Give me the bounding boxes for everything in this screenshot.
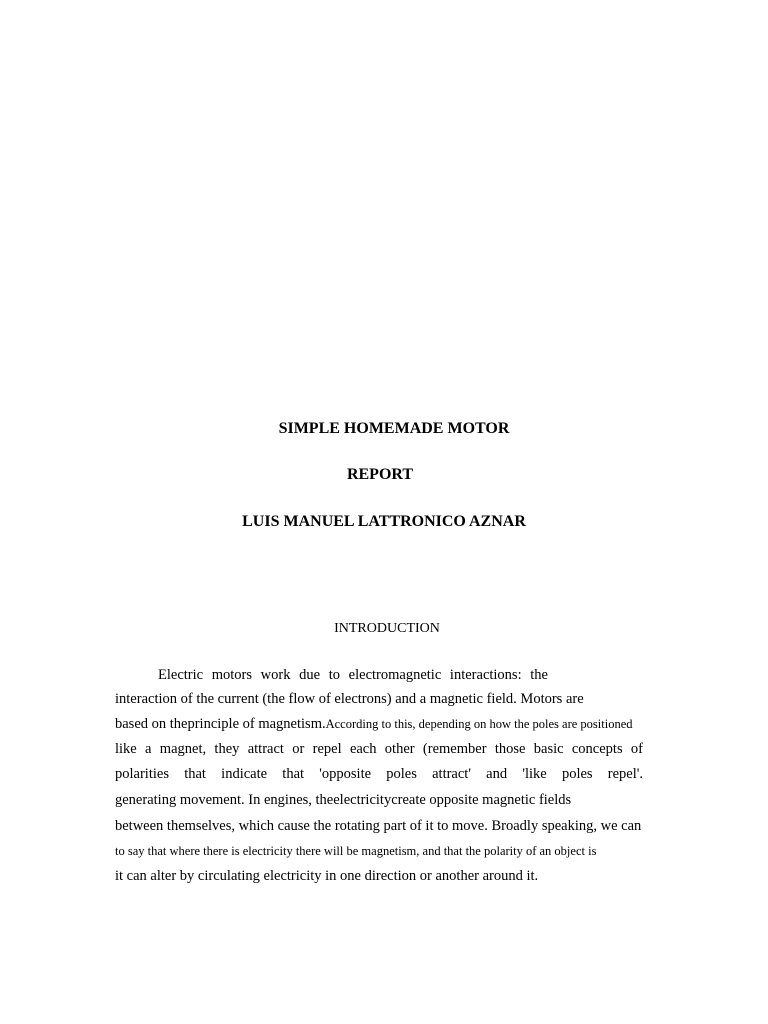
paragraph-line: Electric motors work due to electromagnetic interactions: the: [158, 667, 548, 683]
paragraph-line-segment-small: According to this, depending on how the poles are positioned: [325, 717, 633, 731]
paragraph-line: polarities that indicate that 'opposite poles attract' and 'like poles repel'.: [115, 766, 643, 782]
paragraph-line: between themselves, which cause the rotating part of it to move. Broadly speaking, we can: [115, 818, 642, 834]
paragraph-line: generating movement. In engines, theelectricitycreate opposite magnetic fields: [115, 792, 572, 808]
document-type: REPORT: [346, 466, 414, 483]
document-author: LUIS MANUEL LATTRONICO AZNAR: [242, 513, 526, 530]
paragraph-line: it can alter by circulating electricity in one direction or another around it.: [115, 868, 539, 884]
paragraph-line-segment: based on theprinciple of magnetism.: [115, 716, 326, 732]
paragraph-line: like a magnet, they attract or repel each other (remember those basic concepts of: [115, 741, 643, 757]
paragraph-line: [115, 714, 643, 734]
paragraph-line: interaction of the current (the flow of electrons) and a magnetic field. Motors are: [115, 691, 584, 707]
section-heading-introduction: INTRODUCTION: [334, 621, 440, 636]
document-title: SIMPLE HOMEMADE MOTOR: [278, 420, 510, 437]
paragraph-line: to say that where there is electricity there will be magnetism, and that the polarity of an object is: [115, 844, 597, 858]
